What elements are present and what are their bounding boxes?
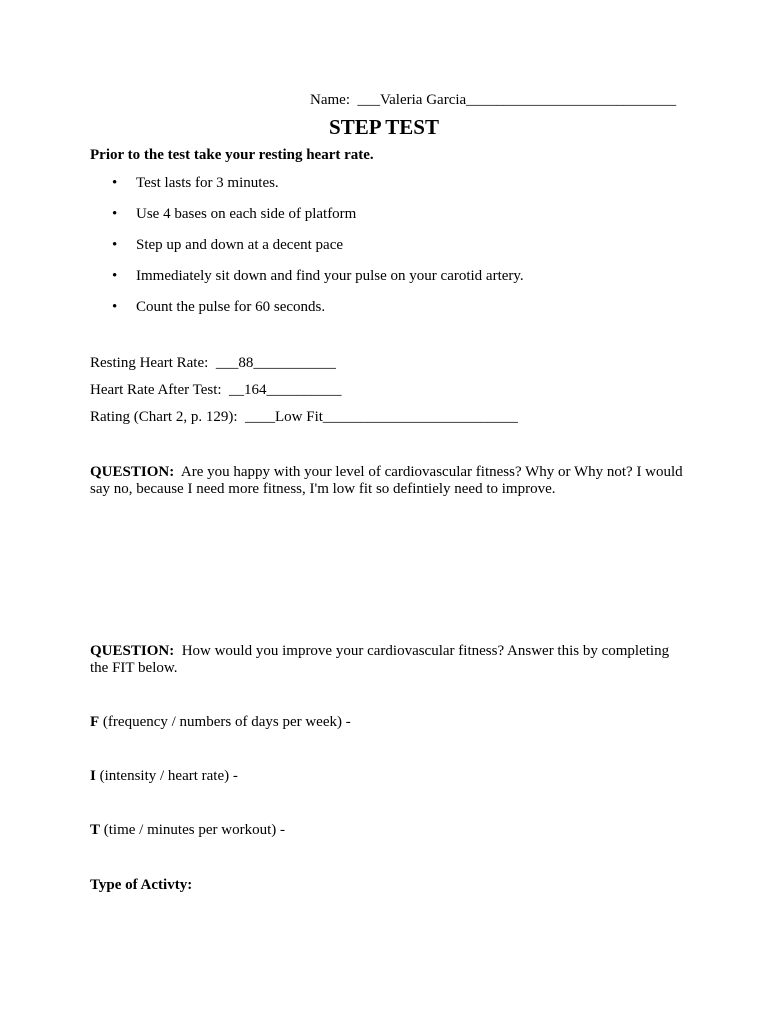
bullet-icon: • [112, 237, 118, 253]
fit-frequency-field[interactable] [90, 714, 351, 731]
bullet-icon: • [112, 175, 118, 191]
rating-label: Rating (Chart 2, p. 129): [90, 409, 238, 425]
fit-intensity-label: (intensity / heart rate) - [99, 768, 238, 784]
type-of-activity-label: Type of Activty: [90, 877, 193, 893]
list-item [112, 175, 524, 192]
instruction-list [112, 175, 524, 330]
list-item [112, 299, 524, 316]
question-answer-text[interactable]: Are you happy with your level of cardiovascular fitness? Why or Why not? I would say no, because I need more fitness, I'm low fit so defintiely need to improve. [90, 464, 683, 497]
page-title: STEP TEST [329, 115, 439, 139]
instruction-text: Test lasts for 3 minutes. [136, 175, 279, 191]
instruction-text: Use 4 bases on each side of platform [136, 206, 357, 222]
resting-heart-rate-label: Resting Heart Rate: [90, 355, 209, 371]
question-label: QUESTION: [90, 464, 175, 480]
heart-rate-after-test-value[interactable]: __164__________ [229, 382, 342, 398]
heart-rate-after-test-field [90, 382, 342, 399]
fit-frequency-letter: F [90, 714, 100, 730]
instruction-text: Step up and down at a decent pace [136, 237, 344, 253]
bullet-icon: • [112, 299, 118, 315]
instruction-text: Count the pulse for 60 seconds. [136, 299, 326, 315]
name-line [310, 92, 676, 109]
question-fitness-satisfaction [90, 464, 690, 498]
resting-heart-rate-value[interactable]: ___88___________ [215, 355, 336, 371]
question-text: How would you improve your cardiovascular fitness? Answer this by completing the FIT below. [90, 643, 670, 676]
fit-time-letter: T [90, 822, 101, 838]
list-item [112, 237, 524, 254]
resting-heart-rate-field [90, 355, 336, 372]
name-label: Name: [310, 92, 350, 108]
fit-frequency-label: (frequency / numbers of days per week) - [102, 714, 351, 730]
bullet-icon: • [112, 206, 118, 222]
question-label: QUESTION: [90, 643, 175, 659]
rating-field [90, 409, 518, 426]
list-item [112, 206, 524, 223]
rating-value[interactable]: ____Low Fit__________________________ [244, 409, 518, 425]
instruction-text: Immediately sit down and find your pulse on your carotid artery. [136, 268, 524, 284]
name-value[interactable]: ___Valeria Garcia____________________________ [357, 92, 677, 108]
fit-time-field[interactable] [90, 822, 285, 839]
bullet-icon: • [112, 268, 118, 284]
fit-intensity-field[interactable] [90, 768, 238, 785]
fit-time-label: (time / minutes per workout) - [103, 822, 285, 838]
question-improve-fitness [90, 643, 690, 677]
heart-rate-after-test-label: Heart Rate After Test: [90, 382, 222, 398]
fit-intensity-letter: I [90, 768, 96, 784]
list-item [112, 268, 524, 285]
intro-instruction: Prior to the test take your resting heart rate. [90, 147, 374, 163]
